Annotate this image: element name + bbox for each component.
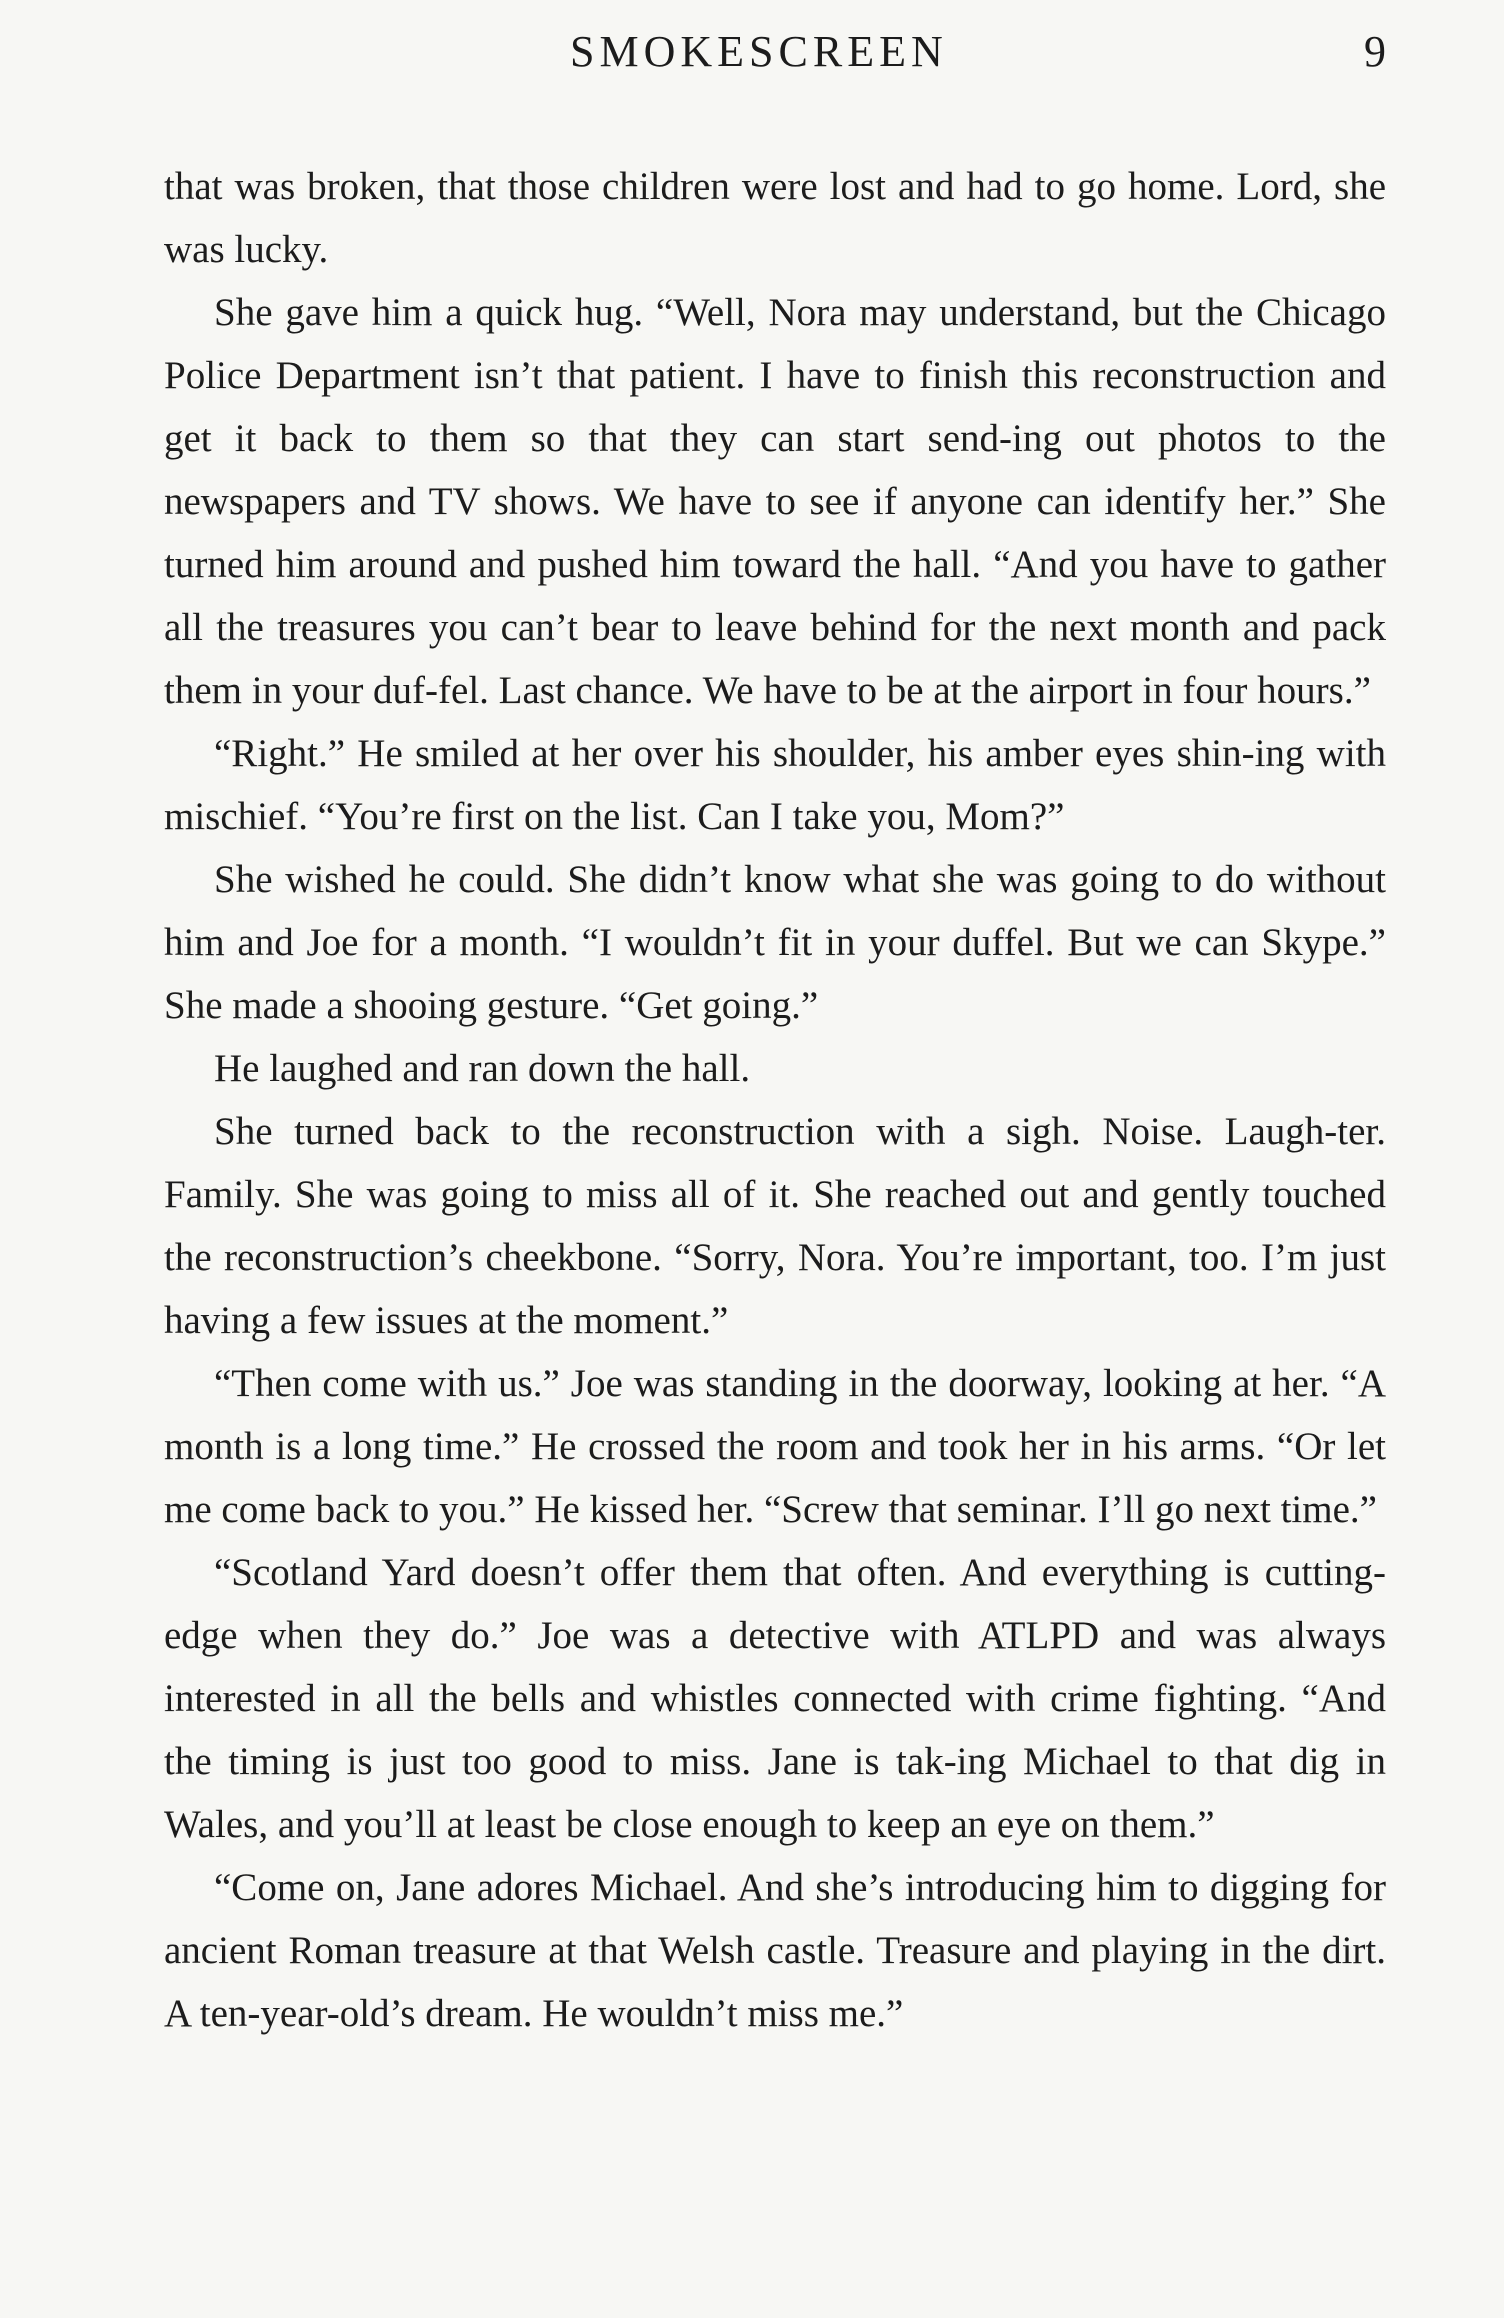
paragraph: She gave him a quick hug. “Well, Nora may understand, but the Chicago Police Department isn’t that patient. I have to finish this reconstruction and get it back to them so that they can start send-ing out photos to the newspapers and TV shows. We have to see if anyone can identify her.” She turned him around and pushed him toward the hall. “And you have to gather all the treasures you can’t bear to leave behind for the next month and pack them in your duf-fel. Last chance. We have to be at the airport in four hours.” <box>164 291 1386 712</box>
running-title: SMOKESCREEN <box>570 27 948 76</box>
paragraph: He laughed and ran down the hall. <box>214 1047 751 1090</box>
paragraph: She wished he could. She didn’t know what she was going to do without him and Joe for a month. “I wouldn’t fit in your duffel. But we can Skype.” She made a shooing gesture. “Get going.” <box>164 858 1386 1027</box>
page-header <box>0 22 1504 82</box>
paragraph: She turned back to the reconstruction with a sigh. Noise. Laugh-ter. Family. She was going to miss all of it. She reached out and gently touched the reconstruction’s cheekbone. “Sorry, Nora. You’re important, too. I’m just having a few issues at the moment.” <box>164 1110 1386 1342</box>
page-number: 9 <box>1364 27 1386 76</box>
paragraph: “Come on, Jane adores Michael. And she’s introducing him to digging for ancient Roman treasure at that Welsh castle. Treasure and playing in the dirt. A ten-year-old’s dream. He wouldn’t miss me.” <box>164 1866 1386 2035</box>
paragraph: “Scotland Yard doesn’t offer them that often. And everything is cutting-edge when they do.” Joe was a detective with ATLPD and was always interested in all the bells and whistles connected with crime fighting. “And the timing is just too good to miss. Jane is tak-ing Michael to that dig in Wales, and you’ll at least be close enough to keep an eye on them.” <box>164 1551 1386 1846</box>
body-text <box>164 155 1386 2045</box>
paragraph: “Then come with us.” Joe was standing in the doorway, looking at her. “A month is a long time.” He crossed the room and took her in his arms. “Or let me come back to you.” He kissed her. “Screw that seminar. I’ll go next time.” <box>164 1362 1386 1531</box>
paragraph: “Right.” He smiled at her over his shoulder, his amber eyes shin-ing with mischief. “You’re first on the list. Can I take you, Mom?” <box>164 732 1386 838</box>
paragraph: that was broken, that those children were lost and had to go home. Lord, she was lucky. <box>164 165 1386 271</box>
